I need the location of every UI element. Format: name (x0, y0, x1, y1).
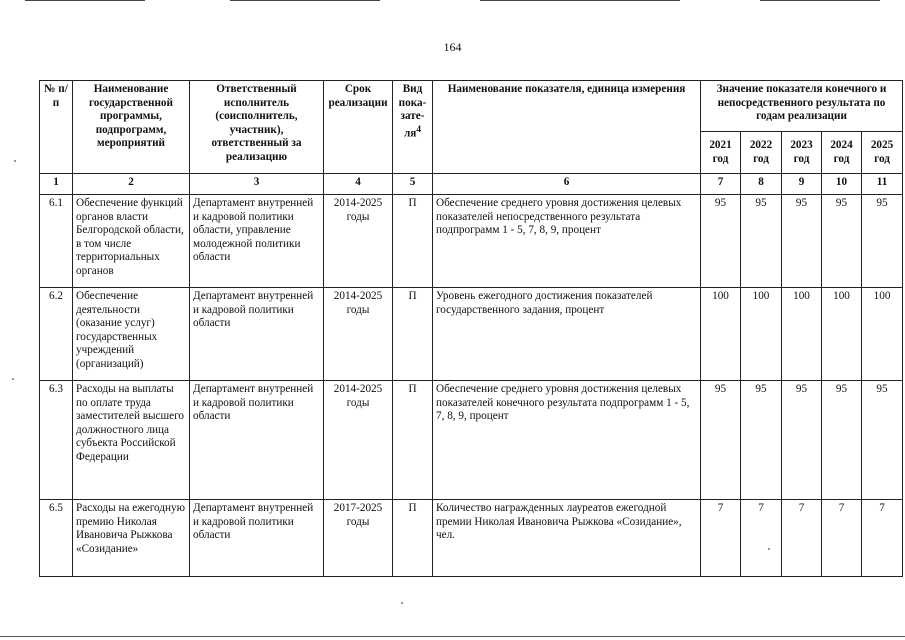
value-cell: 100 (822, 288, 862, 381)
scan-speck (768, 548, 770, 550)
value-cell: 95 (782, 381, 822, 500)
period-cell: 2014-2025 годы (324, 381, 393, 500)
scan-speck (12, 378, 14, 380)
row-number: 6.3 (40, 381, 73, 500)
column-number: 6 (433, 174, 701, 195)
program-name-cell: Обеспечение деятельности (оказание услуг) государственных учреждений (организаций) (73, 288, 190, 381)
value-cell: 100 (782, 288, 822, 381)
table-row (40, 381, 903, 500)
footnote-marker: 4 (416, 124, 421, 135)
row-number: 6.2 (40, 288, 73, 381)
value-cell: 7 (782, 500, 822, 577)
row-number: 6.5 (40, 500, 73, 577)
header-year: 2021 год (701, 132, 741, 174)
header-indicator-name: Наименование показателя, единица измерения (433, 81, 701, 174)
executor-cell: Департамент внутренней и кадровой политики области (190, 288, 324, 381)
indicator-name-cell: Количество награжденных лауреатов ежегодной премии Николая Ивановича Рыжкова «Созидание», чел. (433, 500, 701, 577)
header-row (40, 81, 903, 132)
column-number: 10 (822, 174, 862, 195)
period-cell: 2014-2025 годы (324, 288, 393, 381)
value-cell: 95 (741, 381, 782, 500)
indicator-type-cell: П (393, 288, 433, 381)
value-cell: 95 (701, 195, 741, 288)
executor-cell: Департамент внутренней и кадровой политики области, управление молодежной политики области (190, 195, 324, 288)
header-year: 2023 год (782, 132, 822, 174)
indicators-table (39, 80, 903, 577)
column-number: 5 (393, 174, 433, 195)
row-number: 6.1 (40, 195, 73, 288)
column-number: 2 (73, 174, 190, 195)
value-cell: 100 (741, 288, 782, 381)
header-year: 2024 год (822, 132, 862, 174)
table-row (40, 500, 903, 577)
value-cell: 95 (862, 195, 903, 288)
page-number: 164 (443, 40, 462, 54)
header-executor: Ответственный исполнитель (соисполнитель, участник), ответственный за реализацию (190, 81, 324, 174)
indicator-name-cell: Обеспечение среднего уровня достижения целевых показателей непосредственного результата подпрограмм 1 - 5, 7, 8, 9, процент (433, 195, 701, 288)
value-cell: 7 (862, 500, 903, 577)
scan-speck (401, 602, 403, 604)
value-cell: 100 (701, 288, 741, 381)
indicator-name-cell: Уровень ежегодного достижения показателей государственного задания, процент (433, 288, 701, 381)
value-cell: 95 (822, 195, 862, 288)
column-number: 3 (190, 174, 324, 195)
header-number: № п/п (40, 81, 73, 174)
value-cell: 7 (741, 500, 782, 577)
scan-edge-line (0, 636, 905, 637)
header-period: Срок реализации (324, 81, 393, 174)
executor-cell: Департамент внутренней и кадровой политики области (190, 500, 324, 577)
column-numbers-row (40, 174, 903, 195)
indicator-type-cell: П (393, 500, 433, 577)
program-name-cell: Расходы на выплаты по оплате труда заместителей высшего должностного лица субъекта Российской Федерации (73, 381, 190, 500)
column-number: 4 (324, 174, 393, 195)
table-row (40, 288, 903, 381)
header-indicator-type (393, 81, 433, 174)
period-cell: 2017-2025 годы (324, 500, 393, 577)
scan-speck (14, 160, 16, 162)
value-cell: 95 (862, 381, 903, 500)
value-cell: 7 (822, 500, 862, 577)
period-cell: 2014-2025 годы (324, 195, 393, 288)
program-name-cell: Обеспечение функций органов власти Белгородской области, в том числе территориальных органов (73, 195, 190, 288)
executor-cell: Департамент внутренней и кадровой политики области (190, 381, 324, 500)
value-cell: 95 (782, 195, 822, 288)
value-cell: 100 (862, 288, 903, 381)
scan-edge-line (760, 0, 880, 1)
column-number: 9 (782, 174, 822, 195)
column-number: 11 (862, 174, 903, 195)
value-cell: 95 (822, 381, 862, 500)
value-cell: 7 (701, 500, 741, 577)
header-indicator-type-text: Вид пока-зате-ля (398, 83, 427, 140)
header-year: 2022 год (741, 132, 782, 174)
indicator-type-cell: П (393, 381, 433, 500)
header-year: 2025 год (862, 132, 903, 174)
scan-edge-line (230, 0, 380, 1)
value-cell: 95 (701, 381, 741, 500)
header-program-name: Наименование государственной программы, подпрограмм, мероприятий (73, 81, 190, 174)
indicator-type-cell: П (393, 195, 433, 288)
table-row (40, 195, 903, 288)
column-number: 8 (741, 174, 782, 195)
header-values-group: Значение показателя конечного и непосредственного результата по годам реализации (701, 81, 903, 132)
scan-edge-line (480, 0, 680, 1)
column-number: 7 (701, 174, 741, 195)
program-name-cell: Расходы на ежегодную премию Николая Ивановича Рыжкова «Созидание» (73, 500, 190, 577)
scan-edge-line (25, 0, 145, 1)
indicator-name-cell: Обеспечение среднего уровня достижения целевых показателей конечного результата подпрограмм 1 - 5, 7, 8, 9, процент (433, 381, 701, 500)
column-number: 1 (40, 174, 73, 195)
value-cell: 95 (741, 195, 782, 288)
